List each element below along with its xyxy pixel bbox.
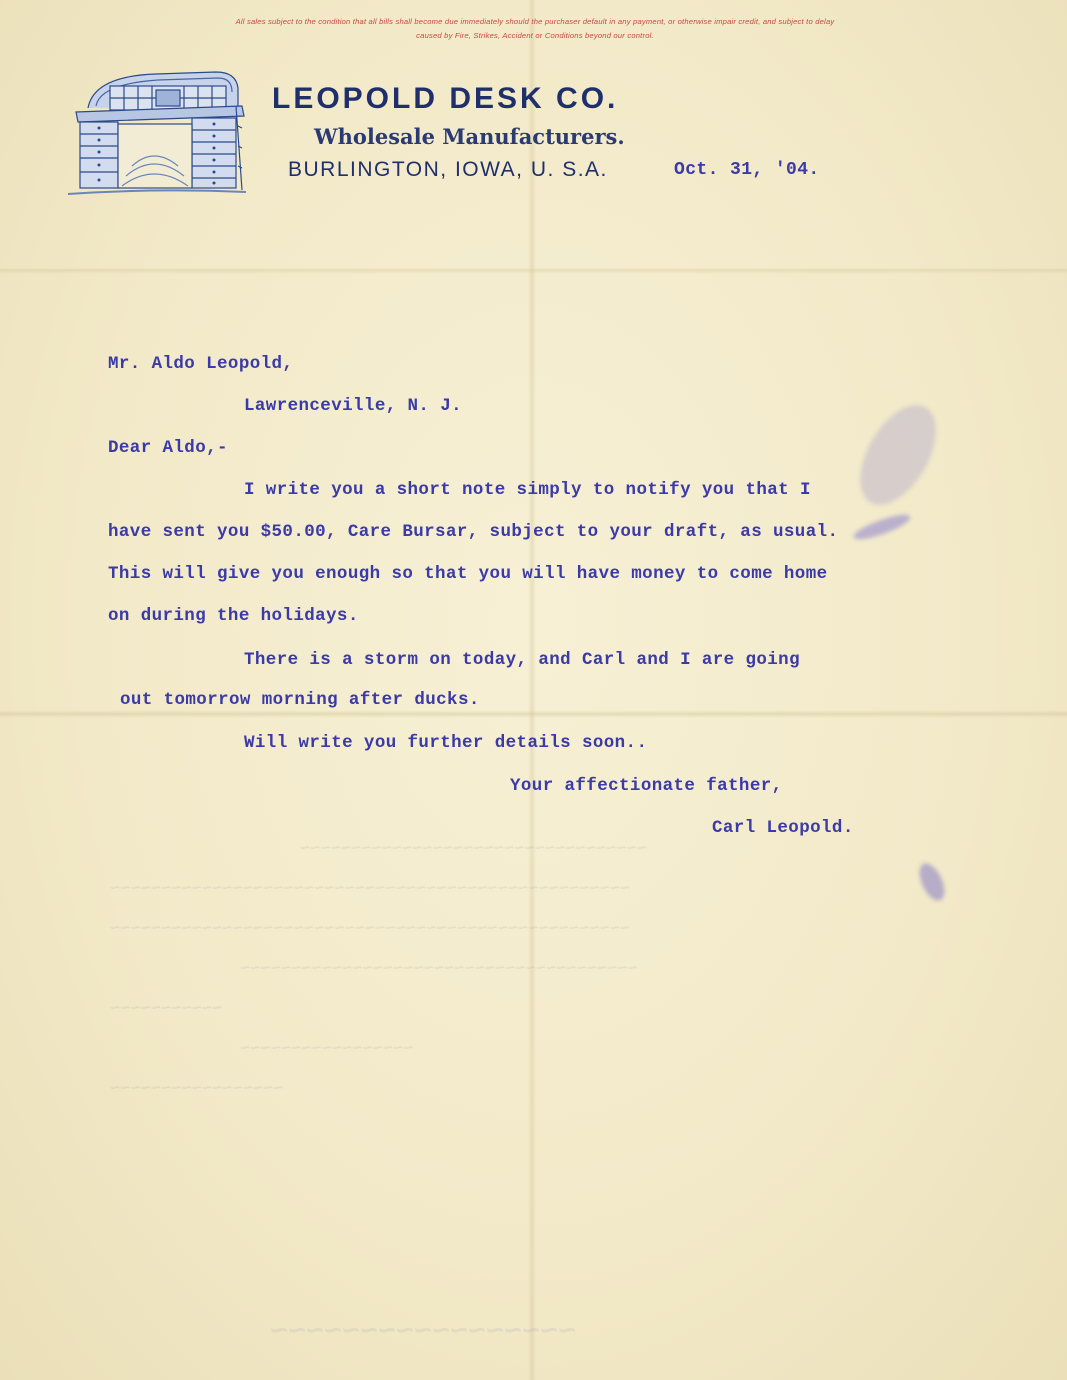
bleed-through-text: ~~~~~~~~~~~~~~~~~~~~~~~~~~~~~~~~~~~~~~~~~~~~~~~~~~~ [110, 920, 631, 939]
body-line: I write you a short note simply to notify you that I [244, 480, 811, 500]
bleed-through-text: ~~~~~~~~~~~~~~~~~~~~~~~~~~~~~~~~~~~~~~~~~~~~~~~~~~~ [110, 880, 631, 899]
body-line: There is a storm on today, and Carl and I are going [244, 650, 800, 670]
company-location: BURLINGTON, IOWA, U. S.A. [288, 158, 608, 181]
bleed-through-text: ~~~~~~~~~~~~~~~~~ [110, 1080, 284, 1099]
recipient-address: Lawrenceville, N. J. [244, 396, 463, 416]
body-line: Will write you further details soon.. [244, 733, 648, 753]
terms-notice-line-1: All sales subject to the condition that all bills shall become due immediately should the purchaser default in any payment, or otherwise impair credit, and subject to delay [235, 17, 835, 26]
ink-smudge [851, 510, 912, 544]
salutation: Dear Aldo,- [108, 438, 228, 458]
ink-smudge [845, 392, 952, 517]
body-line: on during the holidays. [108, 606, 359, 626]
ink-smudge [914, 860, 949, 905]
bleed-through-text: ~~~~~~~~~~~ [110, 1000, 223, 1019]
roll-top-desk-icon [66, 66, 250, 206]
bleed-through-text: ~~~~~~~~~~~~~~~~~~~~~~~~~~~~~~~~~~~~~~~ [240, 960, 638, 979]
body-line: out tomorrow morning after ducks. [120, 690, 480, 710]
bleed-through-text: ~~~~~~~~~~~~~~~~~~~~~~~~~~~~~~~~~~ [300, 840, 647, 859]
body-line: have sent you $50.00, Care Bursar, subject to your draft, as usual. [108, 522, 839, 542]
signature: Carl Leopold. [712, 818, 854, 838]
company-tagline: Wholesale Manufacturers. [314, 124, 625, 149]
bleed-through-text: ~~~~~~~~~~~~~~~~~ [240, 1040, 414, 1059]
body-line: This will give you enough so that you will have money to come home [108, 564, 828, 584]
closing: Your affectionate father, [510, 776, 783, 796]
letter-date: Oct. 31, '04. [674, 160, 820, 180]
company-name: LEOPOLD DESK CO. [272, 82, 619, 115]
terms-notice-line-2: caused by Fire, Strikes, Accident or Conditions beyond our control. [416, 31, 654, 40]
recipient-name: Mr. Aldo Leopold, [108, 354, 294, 374]
bleed-through-text: ~~~~~~~~~~~~~~~~~ [270, 1316, 577, 1350]
